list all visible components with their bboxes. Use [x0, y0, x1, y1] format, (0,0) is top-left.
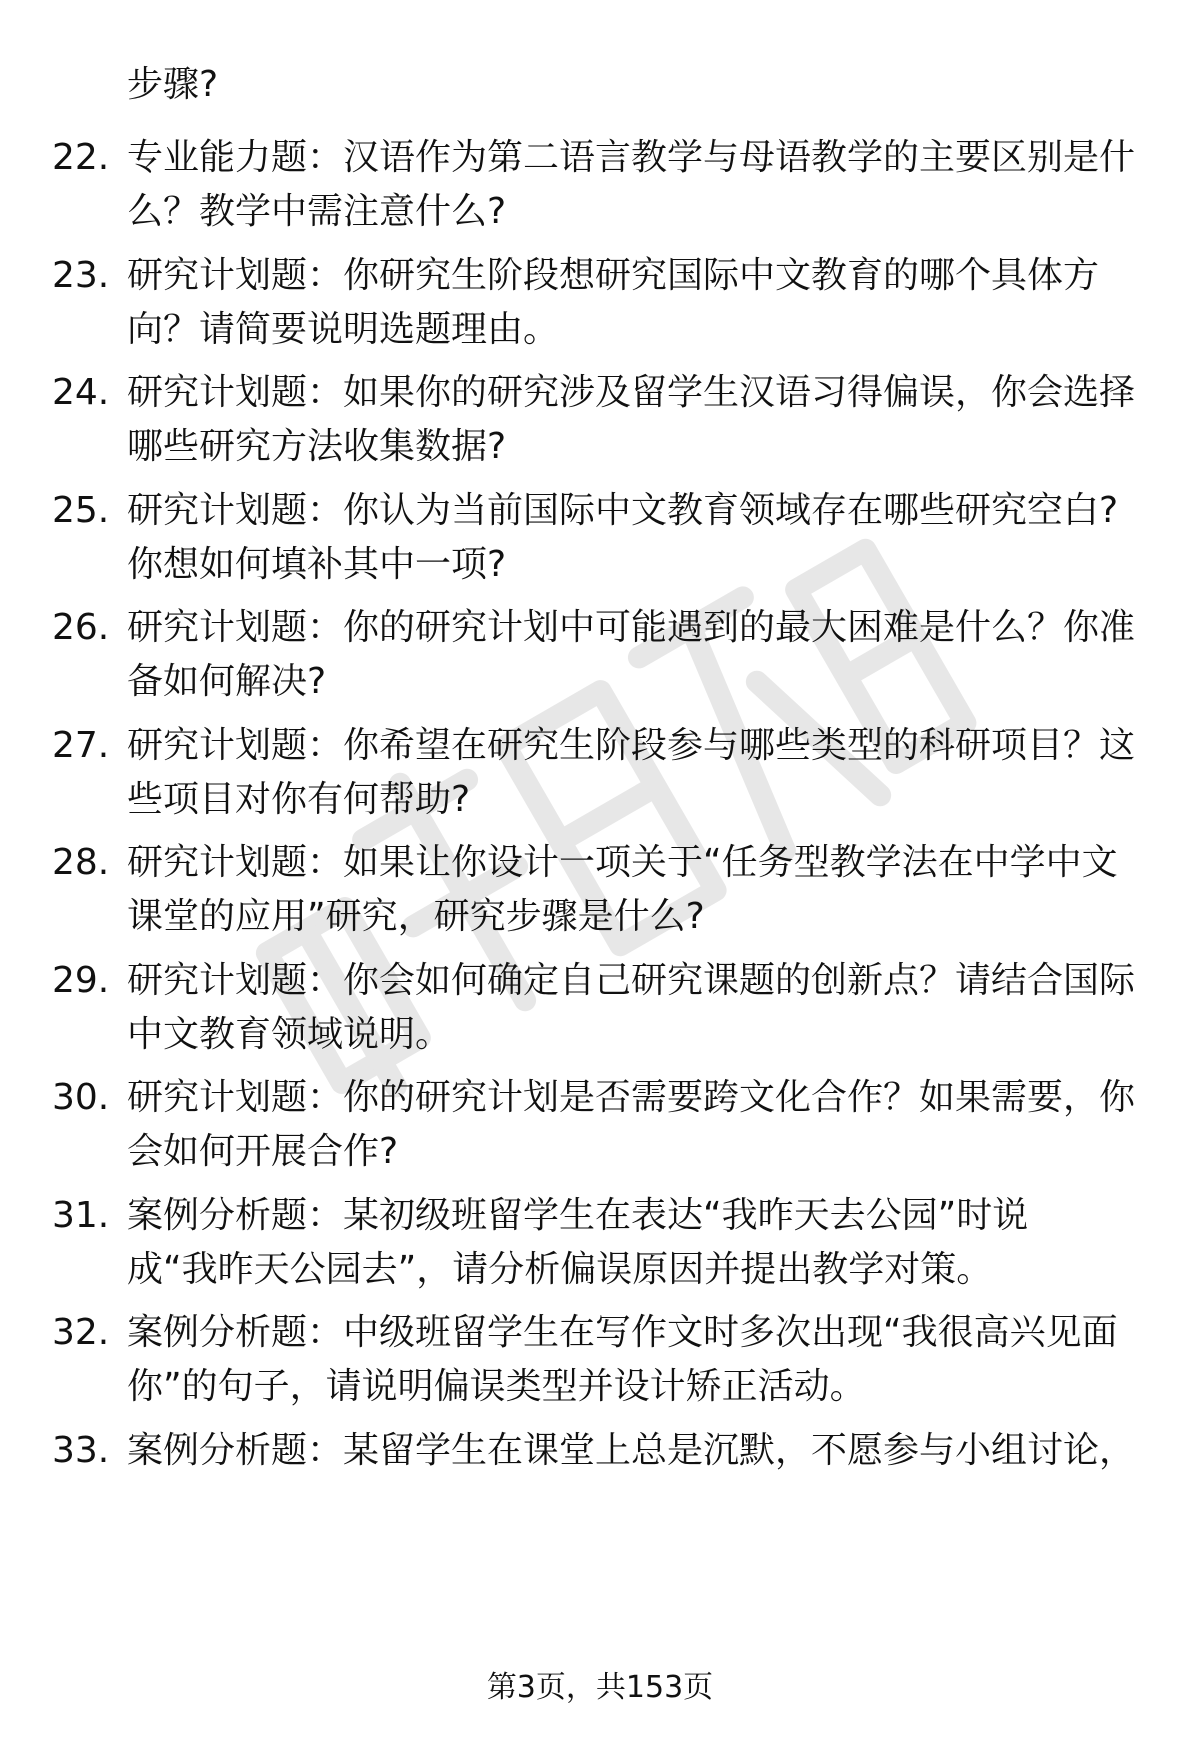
item-text-line: 成“我昨天公园去”，请分析偏误原因并提出教学对策。	[127, 1249, 993, 1290]
item-text-line: 研究计划题：你认为当前国际中文教育领域存在哪些研究空白?	[127, 490, 1119, 531]
item-text-line: 研究计划题：你希望在研究生阶段参与哪些类型的科研项目？这	[127, 725, 1136, 766]
item-number: 25.	[52, 490, 110, 531]
item-number: 28.	[52, 842, 110, 883]
item-number: 22.	[52, 137, 110, 178]
item-number: 27.	[52, 725, 110, 766]
item-text-line: 研究计划题：你会如何确定自己研究课题的创新点？请结合国际	[127, 960, 1136, 1001]
item-text-line: 中文教育领域说明。	[127, 1014, 452, 1055]
item-text-line: 备如何解决?	[127, 661, 327, 702]
item-number: 26.	[52, 607, 110, 648]
item-number: 23.	[52, 255, 110, 296]
item-number: 30.	[52, 1077, 110, 1118]
item-text-line: 专业能力题：汉语作为第二语言教学与母语教学的主要区别是什	[127, 137, 1136, 178]
continuation-text: 步骤?	[127, 64, 219, 105]
item-number: 31.	[52, 1195, 110, 1236]
item-text-line: 案例分析题：某初级班留学生在表达“我昨天去公园”时说	[127, 1195, 1029, 1236]
item-text-line: 么？教学中需注意什么?	[127, 191, 507, 232]
item-text-line: 研究计划题：如果让你设计一项关于“任务型教学法在中学中文	[127, 842, 1118, 883]
item-text-line: 些项目对你有何帮助?	[127, 779, 471, 820]
item-number: 33.	[52, 1430, 110, 1471]
item-number: 24.	[52, 372, 110, 413]
item-text-line: 研究计划题：你的研究计划是否需要跨文化合作？如果需要，你	[127, 1077, 1136, 1118]
item-text-line: 案例分析题：某留学生在课堂上总是沉默，不愿参与小组讨论，	[127, 1430, 1136, 1471]
item-text-line: 研究计划题：如果你的研究涉及留学生汉语习得偏误，你会选择	[127, 372, 1136, 413]
item-text-line: 研究计划题：你的研究计划中可能遇到的最大困难是什么？你准	[127, 607, 1136, 648]
item-number: 29.	[52, 960, 110, 1001]
item-text-line: 哪些研究方法收集数据?	[127, 426, 507, 467]
item-text-line: 会如何开展合作?	[127, 1131, 399, 1172]
item-text-line: 案例分析题：中级班留学生在写作文时多次出现“我很高兴见面	[127, 1312, 1118, 1353]
item-text-line: 你想如何填补其中一项?	[127, 544, 507, 585]
item-number: 32.	[52, 1312, 110, 1353]
item-text-line: 向？请简要说明选题理由。	[127, 309, 560, 350]
page-footer: 第3页，共153页	[486, 1670, 714, 1705]
item-text-line: 你”的句子，请说明偏误类型并设计矫正活动。	[127, 1366, 866, 1407]
item-text-line: 课堂的应用”研究，研究步骤是什么?	[127, 896, 705, 937]
item-text-line: 研究计划题：你研究生阶段想研究国际中文教育的哪个具体方	[127, 255, 1100, 296]
